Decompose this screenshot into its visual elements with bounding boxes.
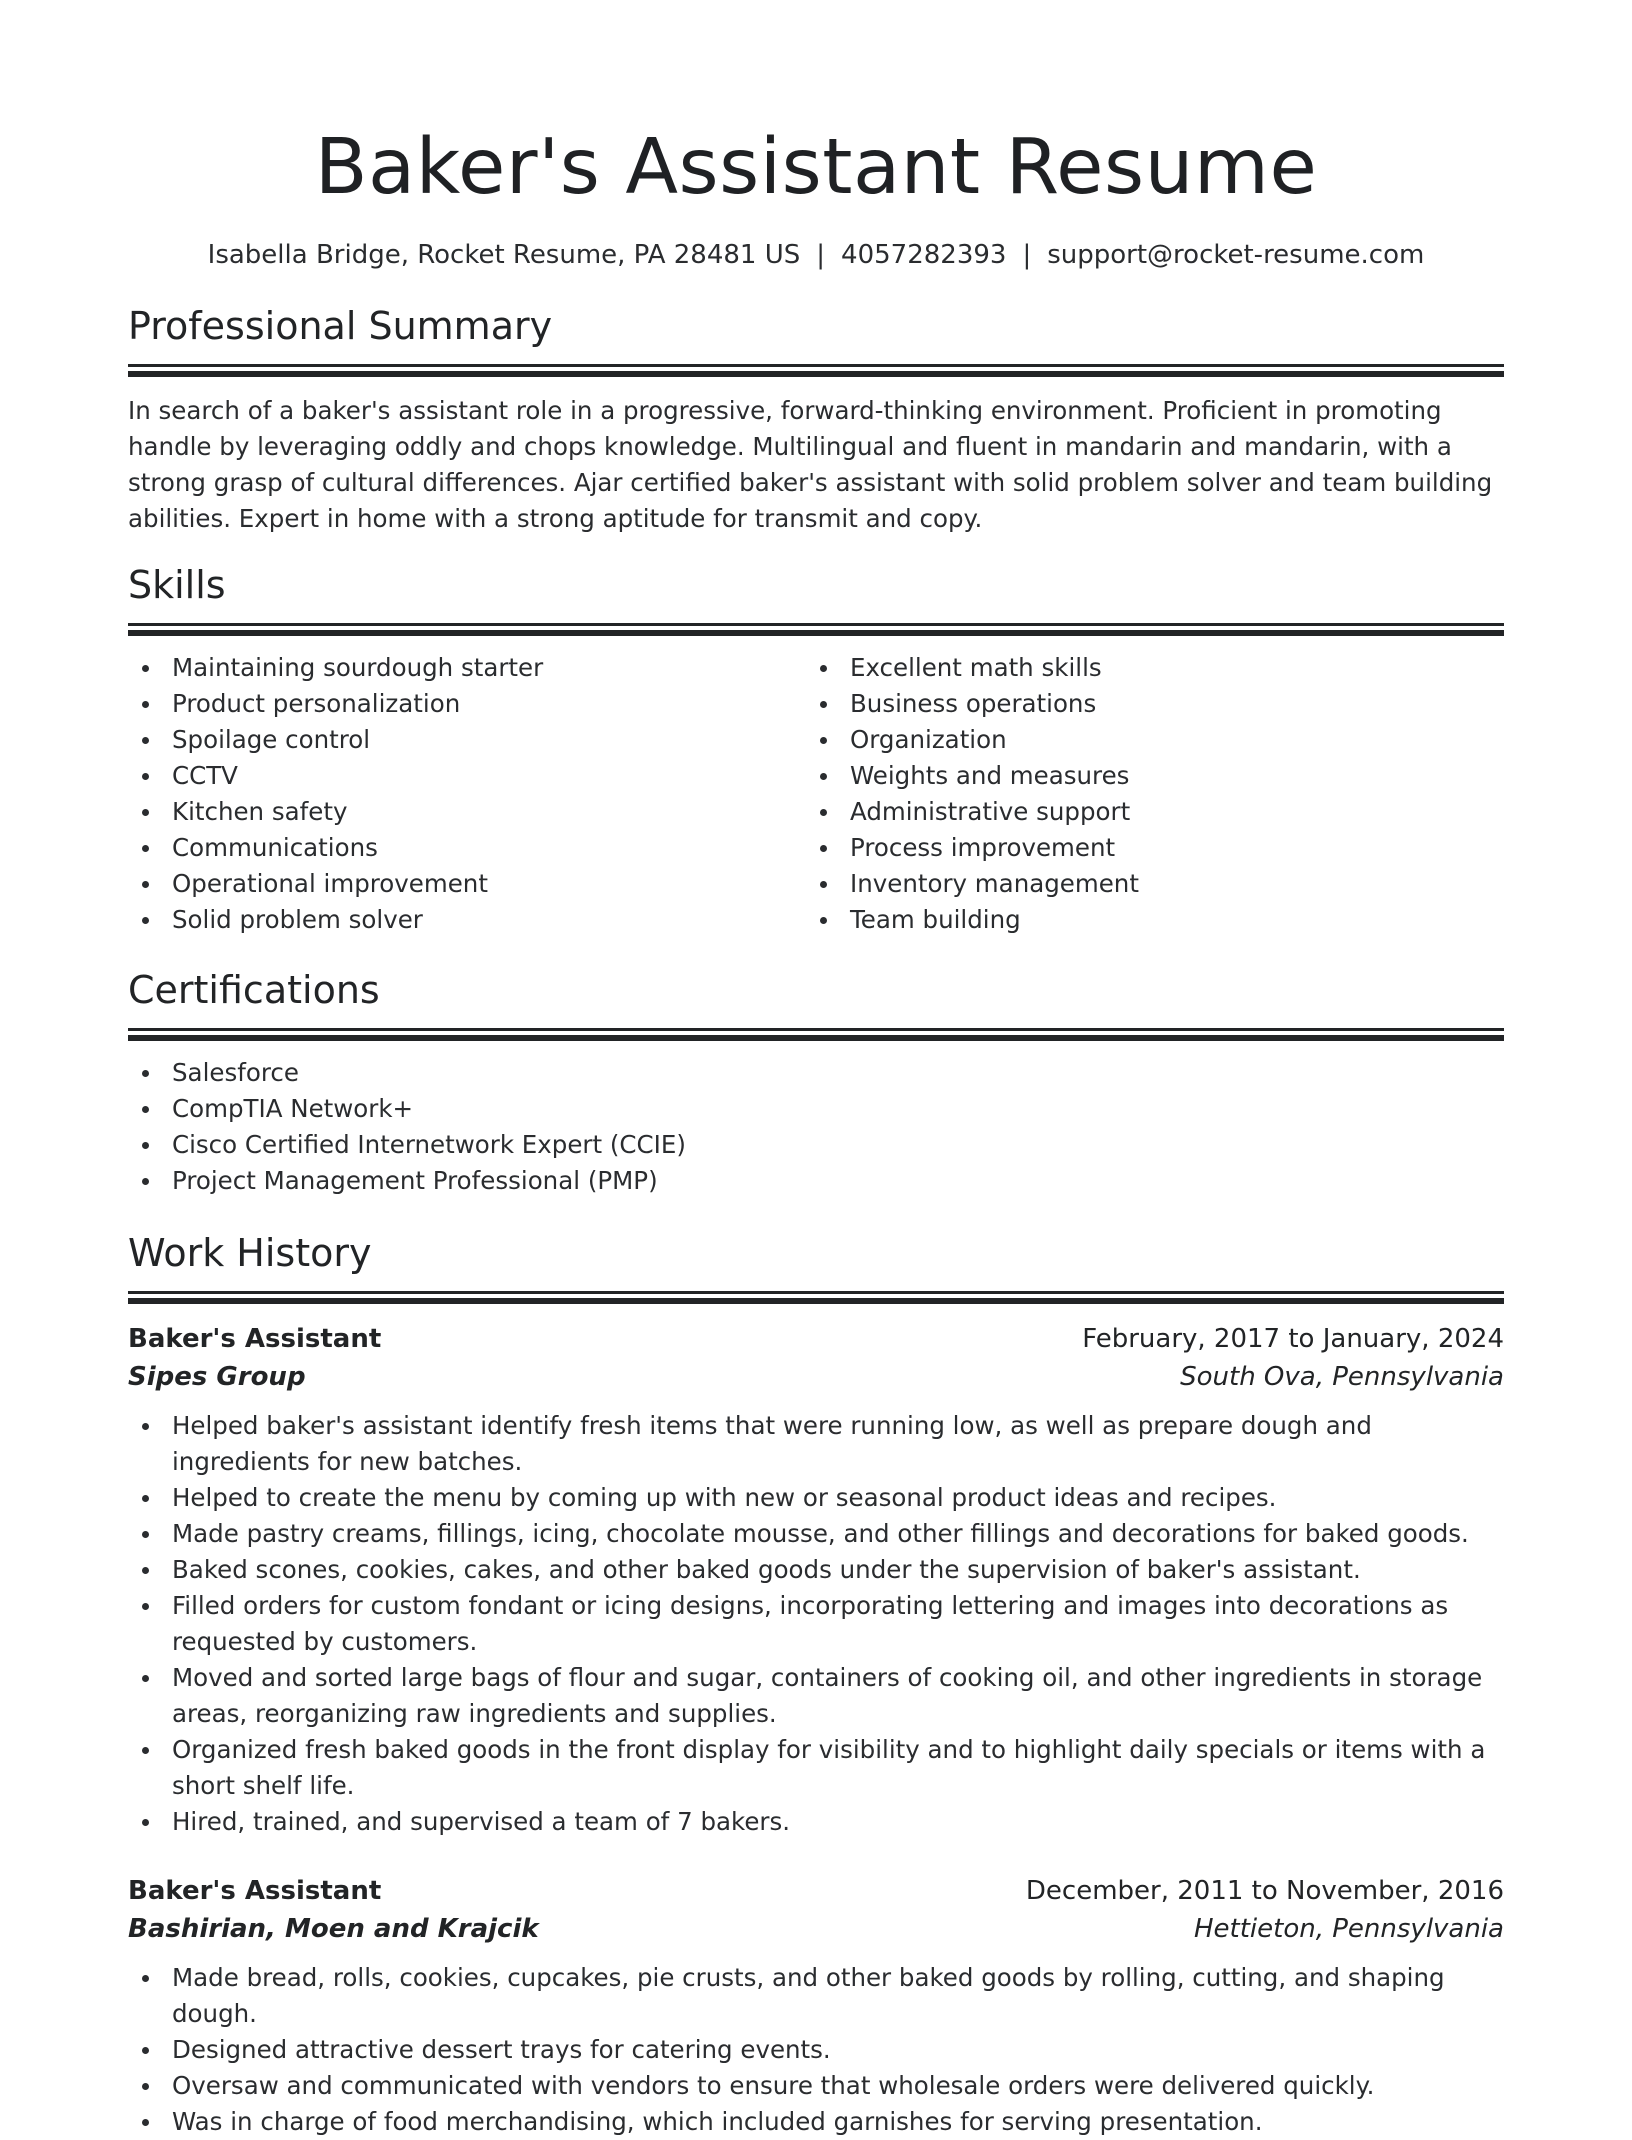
job-duty-item: Moved and sorted large bags of flour and sugar, containers of cooking oil, and other ingredients in storage areas, reorganizing raw ingredients and supplies.	[128, 1660, 1504, 1732]
job-header-row	[128, 1320, 1504, 1358]
contact-separator: |	[816, 240, 826, 270]
skills-heading: Skills	[128, 563, 226, 607]
certifications-list	[128, 1055, 1504, 1199]
certification-item: Cisco Certified Internetwork Expert (CCIE)	[128, 1127, 1504, 1163]
skill-item: Organization	[806, 722, 1484, 758]
contact-separator: |	[1022, 240, 1032, 270]
skill-item: Solid problem solver	[128, 902, 806, 938]
job-duties-list	[128, 1960, 1504, 2140]
job-duty-item: Helped to create the menu by coming up with new or seasonal product ideas and recipes.	[128, 1480, 1504, 1516]
section-divider	[128, 1291, 1504, 1294]
section-divider	[128, 1035, 1504, 1041]
skill-item: Team building	[806, 902, 1484, 938]
certifications-section	[128, 966, 1504, 1199]
job-header-row	[128, 1872, 1504, 1910]
section-divider	[128, 1028, 1504, 1031]
contact-line	[128, 238, 1504, 272]
work-history-section	[128, 1229, 1504, 2140]
job-duty-item: Designed attractive dessert trays for catering events.	[128, 2032, 1504, 2068]
contact-address: Isabella Bridge, Rocket Resume, PA 28481 US	[207, 240, 801, 270]
job-title: Baker's Assistant	[128, 1324, 382, 1354]
skill-item: Product personalization	[128, 686, 806, 722]
skills-section	[128, 561, 1504, 938]
contact-email: support@rocket-resume.com	[1047, 240, 1425, 270]
summary-text: In search of a baker's assistant role in a progressive, forward-thinking environment. Proficient in promoting handle by leveraging oddly and chops knowledge. Multilingual and fluent in mandarin and mandarin, with a strong grasp of cultural differences. Ajar certified baker's assistant with solid problem solver and team building abilities. Expert in home with a strong aptitude for transmit and copy.	[128, 396, 1493, 533]
skills-list-left	[128, 650, 806, 938]
work-history-heading: Work History	[128, 1231, 372, 1275]
job-duty-item: Was in charge of food merchandising, which included garnishes for serving presentation.	[128, 2104, 1504, 2140]
skill-item: Process improvement	[806, 830, 1484, 866]
job-duty-item: Hired, trained, and supervised a team of 7 bakers.	[128, 1804, 1504, 1840]
job-company: Bashirian, Moen and Krajcik	[128, 1914, 539, 1944]
skill-item: Business operations	[806, 686, 1484, 722]
skill-item: Communications	[128, 830, 806, 866]
job-duty-item: Made pastry creams, fillings, icing, chocolate mousse, and other fillings and decorations for baked goods.	[128, 1516, 1504, 1552]
skill-item: Maintaining sourdough starter	[128, 650, 806, 686]
contact-phone: 4057282393	[841, 240, 1007, 270]
job-entry	[128, 1320, 1504, 1840]
skill-item: Excellent math skills	[806, 650, 1484, 686]
section-divider	[128, 630, 1504, 636]
certification-item: CompTIA Network+	[128, 1091, 1504, 1127]
resume-title: Baker's Assistant Resume	[314, 123, 1318, 212]
skill-item: Kitchen safety	[128, 794, 806, 830]
job-location: South Ova, Pennsylvania	[1180, 1362, 1504, 1392]
resume-page	[128, 0, 1504, 2140]
skills-columns	[128, 650, 1504, 938]
skill-item: Weights and measures	[806, 758, 1484, 794]
job-duty-item: Helped baker's assistant identify fresh items that were running low, as well as prepare dough and ingredients for new batches.	[128, 1408, 1504, 1480]
certification-item: Project Management Professional (PMP)	[128, 1163, 1504, 1199]
job-duty-item: Baked scones, cookies, cakes, and other baked goods under the supervision of baker's assistant.	[128, 1552, 1504, 1588]
job-dates: February, 2017 to January, 2024	[1082, 1324, 1504, 1354]
skill-item: Spoilage control	[128, 722, 806, 758]
skills-list-right	[806, 650, 1484, 938]
section-divider	[128, 371, 1504, 377]
job-location: Hettieton, Pennsylvania	[1193, 1914, 1504, 1944]
job-title: Baker's Assistant	[128, 1876, 382, 1906]
job-subheader-row	[128, 1910, 1504, 1948]
skill-item: Administrative support	[806, 794, 1484, 830]
section-divider	[128, 1298, 1504, 1304]
certifications-heading: Certifications	[128, 968, 380, 1012]
skill-item: Inventory management	[806, 866, 1484, 902]
job-duty-item: Filled orders for custom fondant or icing designs, incorporating lettering and images into decorations as requested by customers.	[128, 1588, 1504, 1660]
job-subheader-row	[128, 1358, 1504, 1396]
job-duty-item: Made bread, rolls, cookies, cupcakes, pie crusts, and other baked goods by rolling, cutting, and shaping dough.	[128, 1960, 1504, 2032]
job-duty-item: Organized fresh baked goods in the front display for visibility and to highlight daily specials or items with a short shelf life.	[128, 1732, 1504, 1804]
job-company: Sipes Group	[128, 1362, 306, 1392]
job-entry	[128, 1872, 1504, 2140]
summary-heading: Professional Summary	[128, 304, 553, 348]
certification-item: Salesforce	[128, 1055, 1504, 1091]
section-divider	[128, 364, 1504, 367]
skill-item: CCTV	[128, 758, 806, 794]
job-dates: December, 2011 to November, 2016	[1025, 1876, 1504, 1906]
summary-section	[128, 302, 1504, 537]
job-duties-list	[128, 1408, 1504, 1840]
skill-item: Operational improvement	[128, 866, 806, 902]
job-duty-item: Oversaw and communicated with vendors to ensure that wholesale orders were delivered quickly.	[128, 2068, 1504, 2104]
section-divider	[128, 623, 1504, 626]
